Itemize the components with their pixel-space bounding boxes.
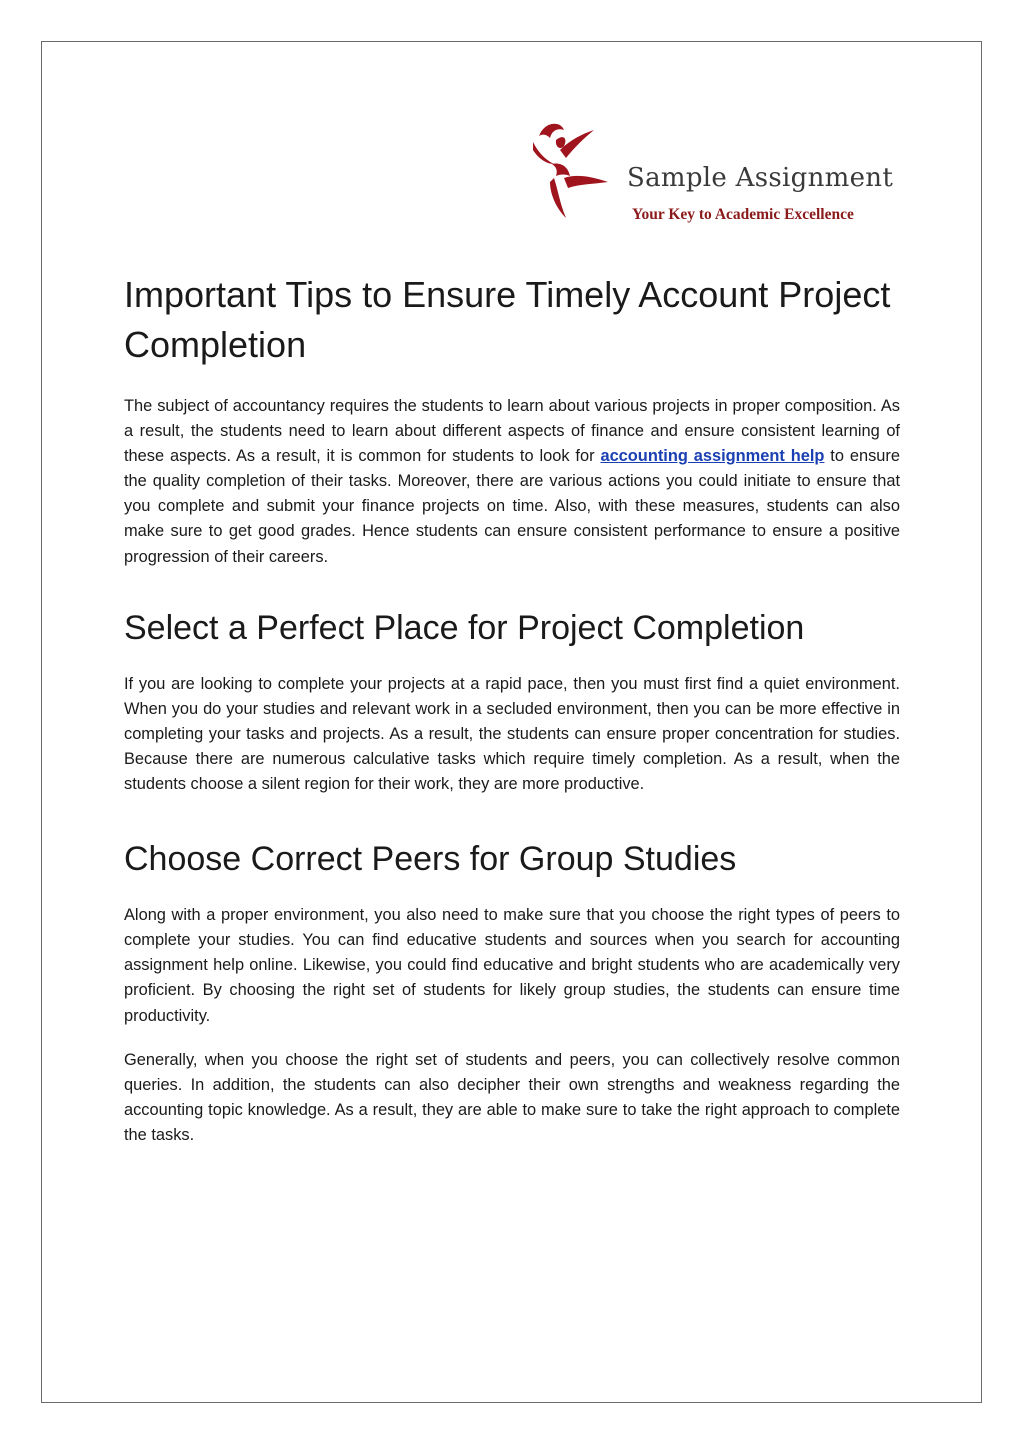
article-title: Important Tips to Ensure Timely Account Project Completion xyxy=(124,274,891,365)
dancer-logo-icon xyxy=(530,120,630,224)
section-heading-place: Select a Perfect Place for Project Completion xyxy=(124,608,805,647)
brand-tagline: Your Key to Academic Excellence xyxy=(632,206,854,223)
intro-text-before-link: The subject of accountancy requires the students to learn about various projects in proper composition. As a result, the students need to learn about different aspects of finance and ensure consistent learning of these aspects. As a result, it is common for students to look for xyxy=(124,397,900,466)
intro-paragraph xyxy=(124,394,900,570)
section-peers-paragraph-1: Along with a proper environment, you also need to make sure that you choose the right types of peers to complete your studies. You can find educative students and sources when you search for accounting assignment help online. Likewise, you could find educative and bright students who are academically very proficient. By choosing the right set of students for likely group studies, the students can ensure time productivity. xyxy=(124,906,900,1025)
intro-text-after-link: to ensure the quality completion of their tasks. Moreover, there are various actions you could initiate to ensure that you complete and submit your finance projects on time. Also, with these measures, students can also make sure to get good grades. Hence students can ensure consistent performance to ensure a positive progression of their careers. xyxy=(124,447,900,566)
article-body xyxy=(124,270,900,1148)
accounting-assignment-help-link[interactable]: accounting assignment help xyxy=(600,447,825,466)
brand-name: Sample Assignment xyxy=(627,163,894,193)
section-place-paragraph: If you are looking to complete your projects at a rapid pace, then you must first find a quiet environment. When you do your studies and relevant work in a secluded environment, then you can be more effective in completing your tasks and projects. As a result, the students can ensure proper concentration for studies. Because there are numerous calculative tasks which require timely completion. As a result, when the students choose a silent region for their work, they are more productive. xyxy=(124,674,900,794)
brand-logo xyxy=(530,120,910,230)
section-peers-paragraph-2: Generally, when you choose the right set of students and peers, you can collectively resolve common queries. In addition, the students can also decipher their own strengths and weakness regarding the accounting topic knowledge. As a result, they are able to make sure to take the right approach to complete the tasks. xyxy=(124,1050,900,1144)
section-heading-peers: Choose Correct Peers for Group Studies xyxy=(124,840,737,879)
